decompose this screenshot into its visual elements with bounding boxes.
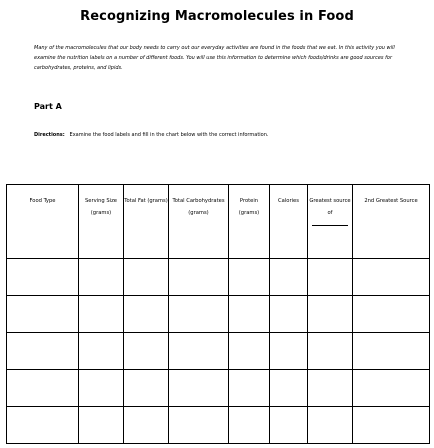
directions [34,129,399,141]
table-cell[interactable] [169,296,229,333]
table-row [7,296,430,333]
table-cell[interactable] [79,370,124,407]
page-title: Recognizing Macromolecules in Food [80,9,354,24]
table-cell[interactable] [7,407,79,444]
table-cell[interactable] [229,407,270,444]
table-cell[interactable] [308,259,353,296]
table-cell[interactable] [353,333,430,370]
table-cell[interactable] [270,407,308,444]
table-cell[interactable] [124,259,169,296]
table-row [7,333,430,370]
table-cell[interactable] [270,370,308,407]
header-total-carbohydrates: Total Carbohydrates (grams) [169,185,229,259]
table-cell[interactable] [308,407,353,444]
table-row [7,370,430,407]
directions-text: Examine the food labels and fill in the chart below with the correct information. [69,132,269,138]
food-chart-table [6,184,430,444]
table-cell[interactable] [7,296,79,333]
table-cell[interactable] [124,296,169,333]
table-cell[interactable] [270,333,308,370]
table-cell[interactable] [169,333,229,370]
table-cell[interactable] [7,370,79,407]
table-header-row [7,185,430,259]
table-cell[interactable] [270,259,308,296]
table-cell[interactable] [79,296,124,333]
table-cell[interactable] [79,407,124,444]
table-cell[interactable] [124,333,169,370]
table-cell[interactable] [229,333,270,370]
header-total-fat: Total Fat (grams) [124,185,169,259]
header-greatest-source: Greatest source of [308,185,353,259]
table-cell[interactable] [353,407,430,444]
table-cell[interactable] [308,370,353,407]
header-protein: Protein (grams) [229,185,270,259]
table-cell[interactable] [353,296,430,333]
table-row [7,259,430,296]
header-serving-size: Serving Size (grams) [79,185,124,259]
table-cell[interactable] [169,370,229,407]
header-calories: Calories [270,185,308,259]
table-cell[interactable] [229,370,270,407]
table-cell[interactable] [229,296,270,333]
header-second-greatest-source: 2nd Greatest Source [353,185,430,259]
table-cell[interactable] [308,333,353,370]
table-cell[interactable] [7,259,79,296]
table-cell[interactable] [308,296,353,333]
part-label: Part A [34,102,62,111]
table-cell[interactable] [79,259,124,296]
blank-line [312,225,348,226]
table-cell[interactable] [270,296,308,333]
table-row [7,407,430,444]
table-cell[interactable] [124,407,169,444]
table-cell[interactable] [169,407,229,444]
table-cell[interactable] [169,259,229,296]
table-cell[interactable] [353,259,430,296]
table-cell[interactable] [7,333,79,370]
table-cell[interactable] [229,259,270,296]
intro-paragraph: Many of the macromolecules that our body needs to carry out our everyday activities are found in the foods that we eat. In this activity you will examine the nutrition labels on a number of different foods. You will use this information to determine which foods/drinks are good sources for carbohydrates, proteins, and lipids. [34,45,395,71]
table-cell[interactable] [79,333,124,370]
table-cell[interactable] [353,370,430,407]
table-cell[interactable] [124,370,169,407]
header-food-type: Food Type [7,185,79,259]
directions-label: Directions: [34,132,65,138]
